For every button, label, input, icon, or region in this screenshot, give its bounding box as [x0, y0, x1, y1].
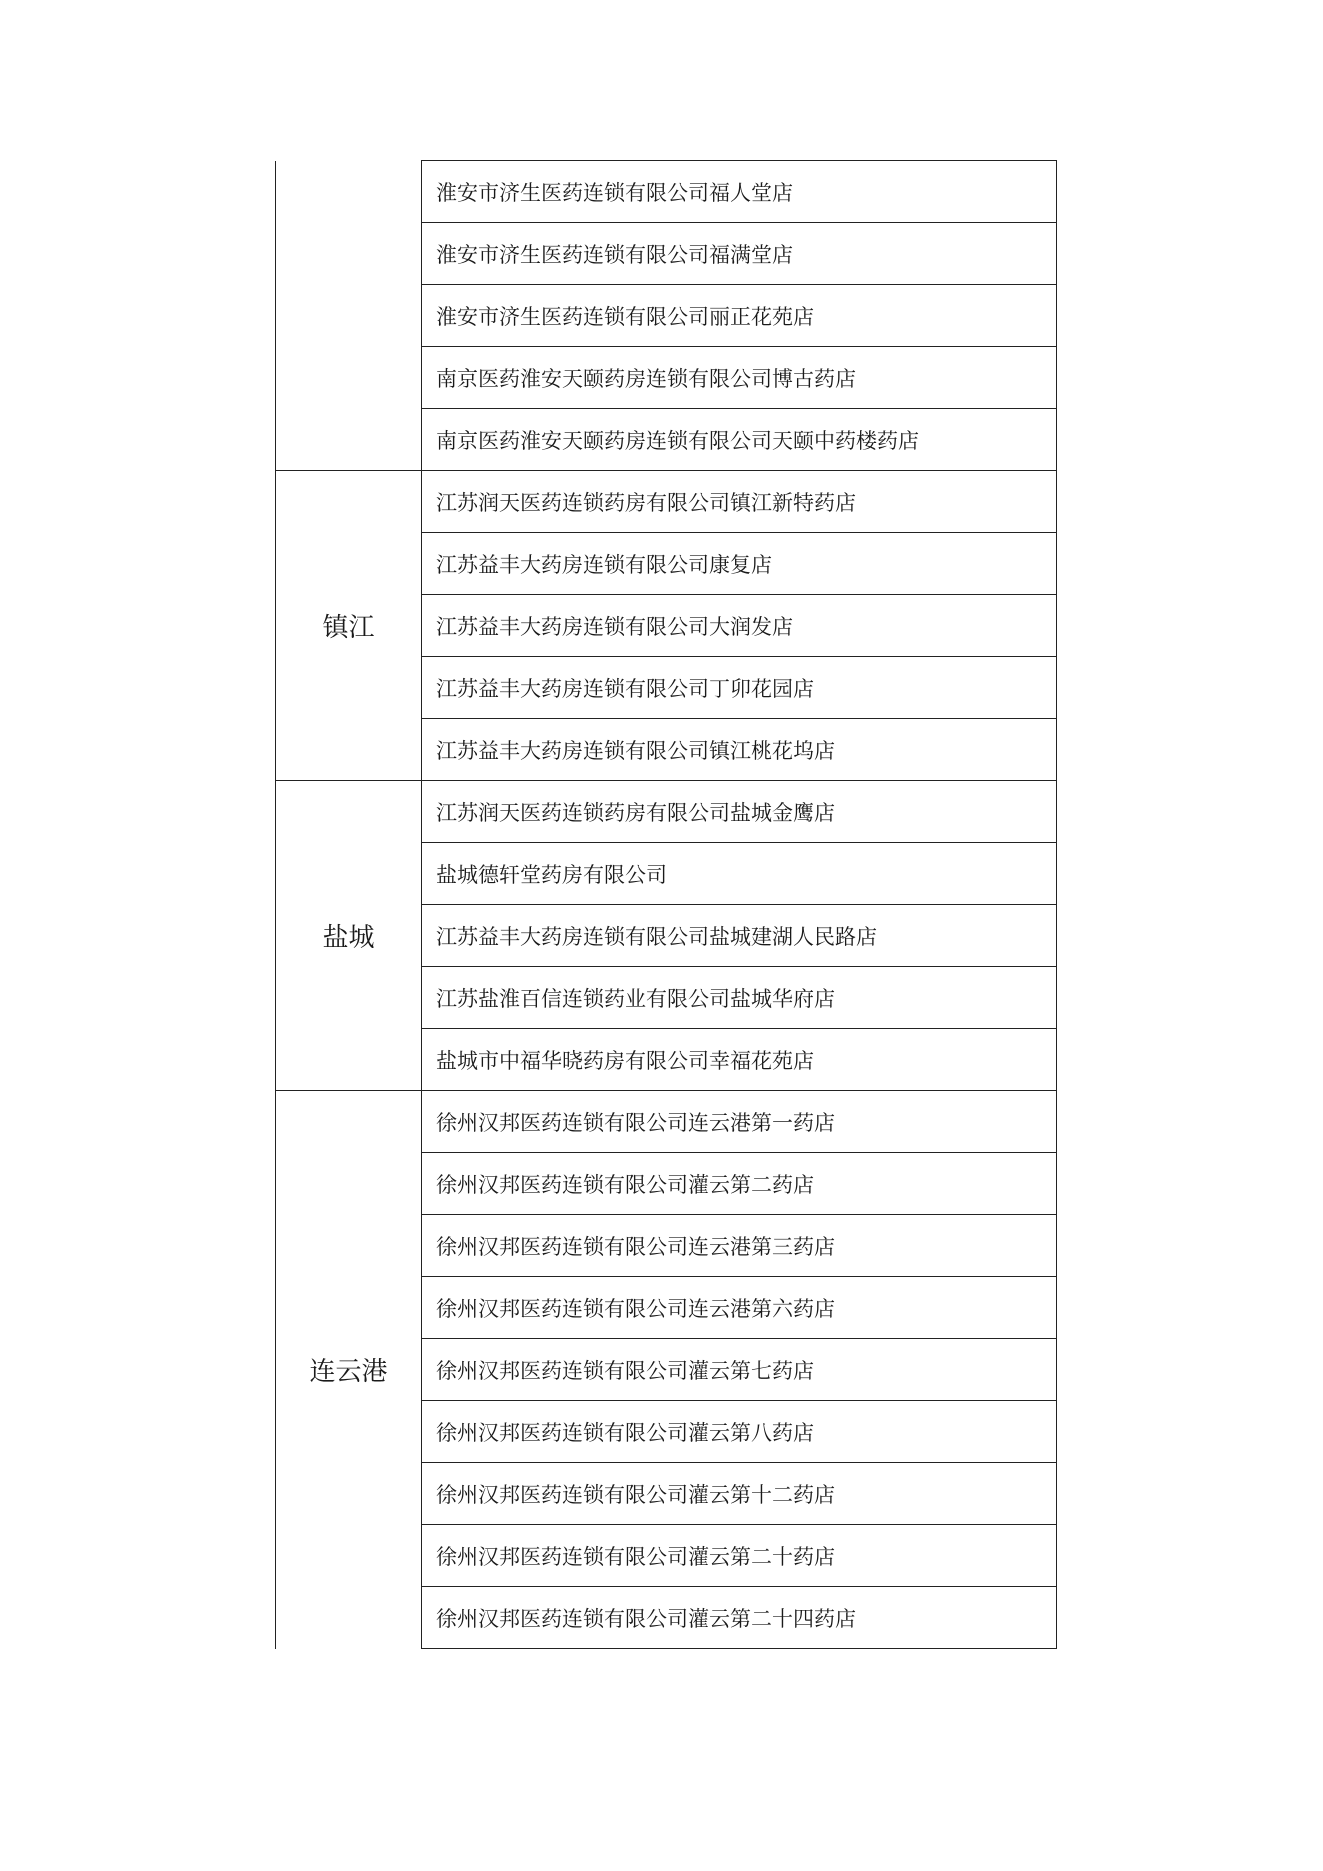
store-name-cell: 徐州汉邦医药连锁有限公司连云港第六药店 [422, 1277, 1057, 1339]
store-name-cell: 江苏益丰大药房连锁有限公司丁卯花园店 [422, 657, 1057, 719]
store-name-cell: 徐州汉邦医药连锁有限公司连云港第三药店 [422, 1215, 1057, 1277]
store-name-cell: 江苏润天医药连锁药房有限公司镇江新特药店 [422, 471, 1057, 533]
store-name-cell: 徐州汉邦医药连锁有限公司连云港第一药店 [422, 1091, 1057, 1153]
table-row [276, 471, 1057, 533]
store-name-cell: 江苏盐淮百信连锁药业有限公司盐城华府店 [422, 967, 1057, 1029]
store-name-cell: 淮安市济生医药连锁有限公司丽正花苑店 [422, 285, 1057, 347]
store-name-cell: 江苏益丰大药房连锁有限公司大润发店 [422, 595, 1057, 657]
store-name-cell: 江苏益丰大药房连锁有限公司盐城建湖人民路店 [422, 905, 1057, 967]
store-name-cell: 徐州汉邦医药连锁有限公司灌云第二十药店 [422, 1525, 1057, 1587]
store-name-cell: 淮安市济生医药连锁有限公司福满堂店 [422, 223, 1057, 285]
store-name-cell: 南京医药淮安天颐药房连锁有限公司天颐中药楼药店 [422, 409, 1057, 471]
store-name-cell: 徐州汉邦医药连锁有限公司灌云第二十四药店 [422, 1587, 1057, 1649]
store-name-cell: 南京医药淮安天颐药房连锁有限公司博古药店 [422, 347, 1057, 409]
store-name-cell: 江苏润天医药连锁药房有限公司盐城金鹰店 [422, 781, 1057, 843]
city-cell: 连云港 [276, 1091, 422, 1649]
store-name-cell: 徐州汉邦医药连锁有限公司灌云第七药店 [422, 1339, 1057, 1401]
store-name-cell: 徐州汉邦医药连锁有限公司灌云第八药店 [422, 1401, 1057, 1463]
store-list-body [276, 161, 1057, 1649]
store-name-cell: 徐州汉邦医药连锁有限公司灌云第十二药店 [422, 1463, 1057, 1525]
store-name-cell: 盐城德轩堂药房有限公司 [422, 843, 1057, 905]
store-name-cell: 淮安市济生医药连锁有限公司福人堂店 [422, 161, 1057, 223]
city-cell: 盐城 [276, 781, 422, 1091]
city-cell: 镇江 [276, 471, 422, 781]
store-name-cell: 徐州汉邦医药连锁有限公司灌云第二药店 [422, 1153, 1057, 1215]
store-name-cell: 江苏益丰大药房连锁有限公司镇江桃花坞店 [422, 719, 1057, 781]
store-name-cell: 盐城市中福华晓药房有限公司幸福花苑店 [422, 1029, 1057, 1091]
store-name-cell: 江苏益丰大药房连锁有限公司康复店 [422, 533, 1057, 595]
table-row [276, 1091, 1057, 1153]
city-cell [276, 161, 422, 471]
table-row [276, 781, 1057, 843]
store-list-table [275, 160, 1057, 1649]
table-row [276, 161, 1057, 223]
